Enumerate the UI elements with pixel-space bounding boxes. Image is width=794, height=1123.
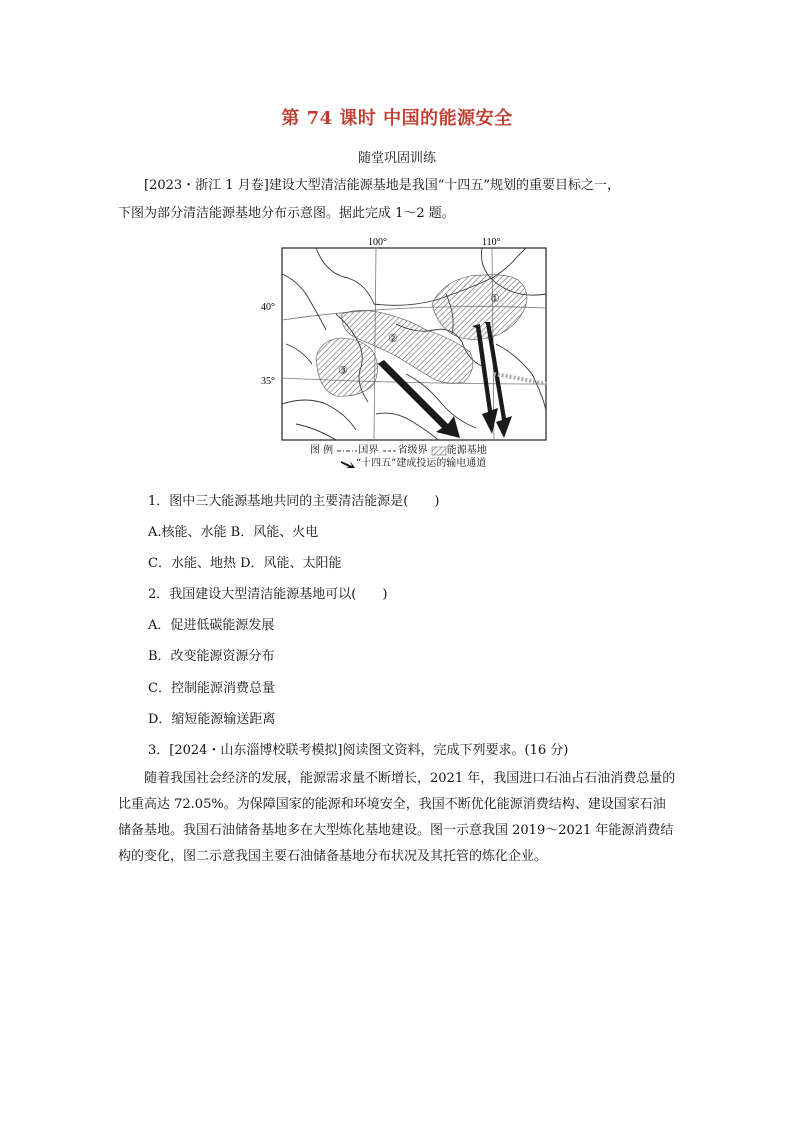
- legend-national-border: 国界: [358, 445, 379, 456]
- base-label-2: ②: [388, 332, 398, 345]
- energy-base-map: [256, 234, 556, 474]
- q2-option-d: D．缩短能源输送距离: [148, 712, 276, 727]
- legend-provincial-border: 省级界: [397, 445, 428, 456]
- question-2: 2．我国建设大型清洁能源基地可以( ): [148, 587, 388, 602]
- q3-material-paragraph: 随着我国社会经济的发展，能源需求量不断增长，2021 年，我国进口石油占石油消费总量的比重高达 72.05%。为保障国家的能源和环境安全，我国不断优化能源消费结构、建设国家石油储备基地。我国石油储备基地多在大型炼化基地建设。图一示意我国 2019～2021 年能源消费结构的变化，图二示意我国主要石油储备基地分布状况及其托管的炼化企业。: [118, 771, 676, 864]
- q1-options-ab: A.核能、水能 B．风能、火电: [148, 525, 319, 540]
- lon-label-100: 100°: [368, 237, 387, 248]
- question-3: 3．[2024・山东淄博校联考模拟]阅读图文资料，完成下列要求。(16 分): [148, 743, 569, 758]
- q1-options-cd: C．水能、地热 D．风能、太阳能: [148, 556, 342, 571]
- page-title: 第 74 课时 中国的能源安全: [281, 108, 513, 129]
- lat-label-40: 40°: [261, 302, 275, 313]
- q2-option-c: C．控制能源消费总量: [148, 681, 275, 696]
- map-legend: [310, 444, 487, 470]
- q2-option-a: A．促进低碳能源发展: [148, 618, 275, 633]
- base-label-3: ③: [338, 364, 348, 377]
- page-subtitle: 随堂巩固训练: [357, 151, 436, 166]
- intro-text-2: 下图为部分清洁能源基地分布示意图。据此完成 1～2 题。: [118, 206, 455, 221]
- question-1: 1．图中三大能源基地共同的主要清洁能源是( ): [148, 494, 440, 509]
- q2-option-b: B．改变能源资源分布: [148, 649, 275, 664]
- lat-label-35: 35°: [261, 376, 275, 387]
- legend-transmission: “十四五”建成投运的输电通道: [356, 458, 487, 469]
- lon-label-110: 110°: [482, 237, 501, 248]
- intro-paragraph: [118, 172, 678, 228]
- intro-source: [2023・浙江 1 月卷]: [144, 178, 269, 193]
- legend-energy-base: 能源基地: [446, 445, 487, 456]
- intro-text-1: 建设大型清洁能源基地是我国“十四五”规划的重要目标之一，: [268, 178, 621, 193]
- legend-prefix: 图 例: [310, 445, 334, 456]
- base-label-1: ①: [490, 292, 500, 305]
